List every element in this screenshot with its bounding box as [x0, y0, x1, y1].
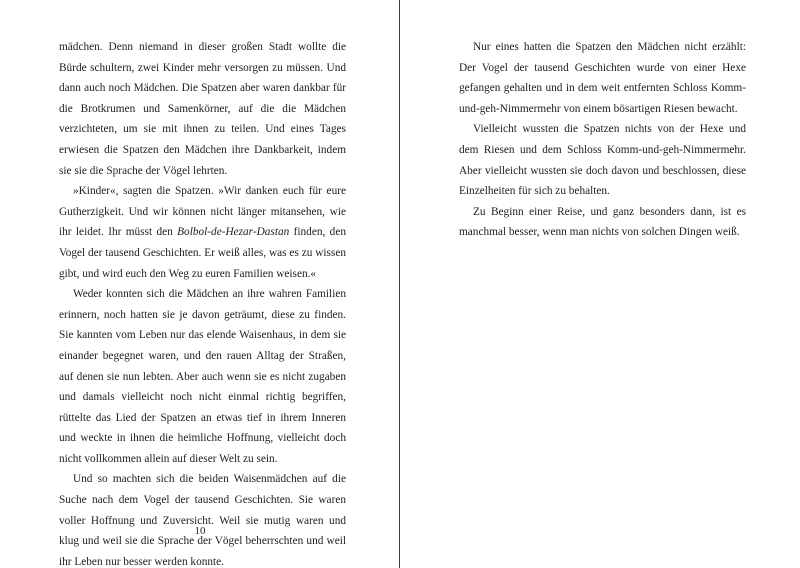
left-page-text: [59, 37, 346, 568]
quote-start: »Kinder«, sagten die Spatzen. »Wir danken euch für eure Gutherzigkeit. Und wir können nicht länger mitansehen, wie ihr leidet. Ihr müsst den: [59, 185, 346, 239]
paragraph: Vielleicht wussten die Spatzen nichts von der Hexe und dem Riesen und dem Schloss Komm-und-geh-Nimmermehr. Aber vielleicht wussten sie doch davon und beschlossen, diese Einzelheiten für sich zu behalten.: [459, 123, 746, 198]
paragraph: Weder konnten sich die Mädchen an ihre wahren Familien erinnern, noch hatten sie je davon geträumt, diese zu finden. Sie kannten vom Leben nur das elende Waisenhaus, in dem sie einander begegnet waren, und den rauen Alltag der Straßen, auf denen sie nun lebten. Aber auch wenn sie es nicht zugaben und damals vielleicht noch nicht einmal richtig begriffen, rüttelte das Lied der Spatzen an etwas tief in ihrem Inneren und weckte in ihnen die heimliche Hoffnung, vielleicht doch nicht vollkommen allein auf dieser Welt zu sein.: [59, 288, 346, 465]
quote-end: finden, den Vogel der tausend Geschichten. Er weiß alles, was es zu wissen gibt, und wird euch den Weg zu euren Familien weisen.«: [59, 226, 346, 280]
paragraph: mädchen. Denn niemand in dieser großen Stadt wollte die Bürde schultern, zwei Kinder mehr versorgen zu müssen. Und dann auch noch Mädchen. Die Spatzen aber waren dankbar für die Brotkrumen und Samenkörner, auf die die Mädchen verzichteten, um sie mit ihnen zu teilen. Und eines Tages erwiesen die Spatzen den Mädchen ihre Dankbarkeit, indem sie sie die Sprache der Vögel lehrten.: [59, 41, 346, 177]
paragraph: Zu Beginn einer Reise, und ganz besonders dann, ist es manchmal besser, wenn man nichts von solchen Dingen weiß.: [459, 205, 746, 239]
right-page-text: [459, 37, 746, 243]
paragraph: Nur eines hatten die Spatzen den Mädchen nicht erzählt: Der Vogel der tausend Geschichten wurde von einer Hexe gefangen gehalten und in dem weit entfernten Schloss Komm-und-geh-Nimmermehr von einem bösartigen Riesen bewacht.: [459, 41, 746, 115]
paragraph-quote: [59, 181, 346, 284]
page-number: 10: [194, 525, 206, 537]
bird-name-italic: Bolbol-de-Hezar-Dastan: [177, 226, 290, 239]
paragraph: Und so machten sich die beiden Waisenmädchen auf die Suche nach dem Vogel der tausend Geschichten. Sie waren voller Hoffnung und Zuversicht. Weil sie mutig waren und klug und weil sie die Sprache der Vögel beherrschten und weil ihr Leben nur besser werden konnte.: [59, 473, 346, 568]
right-page: [400, 0, 800, 568]
